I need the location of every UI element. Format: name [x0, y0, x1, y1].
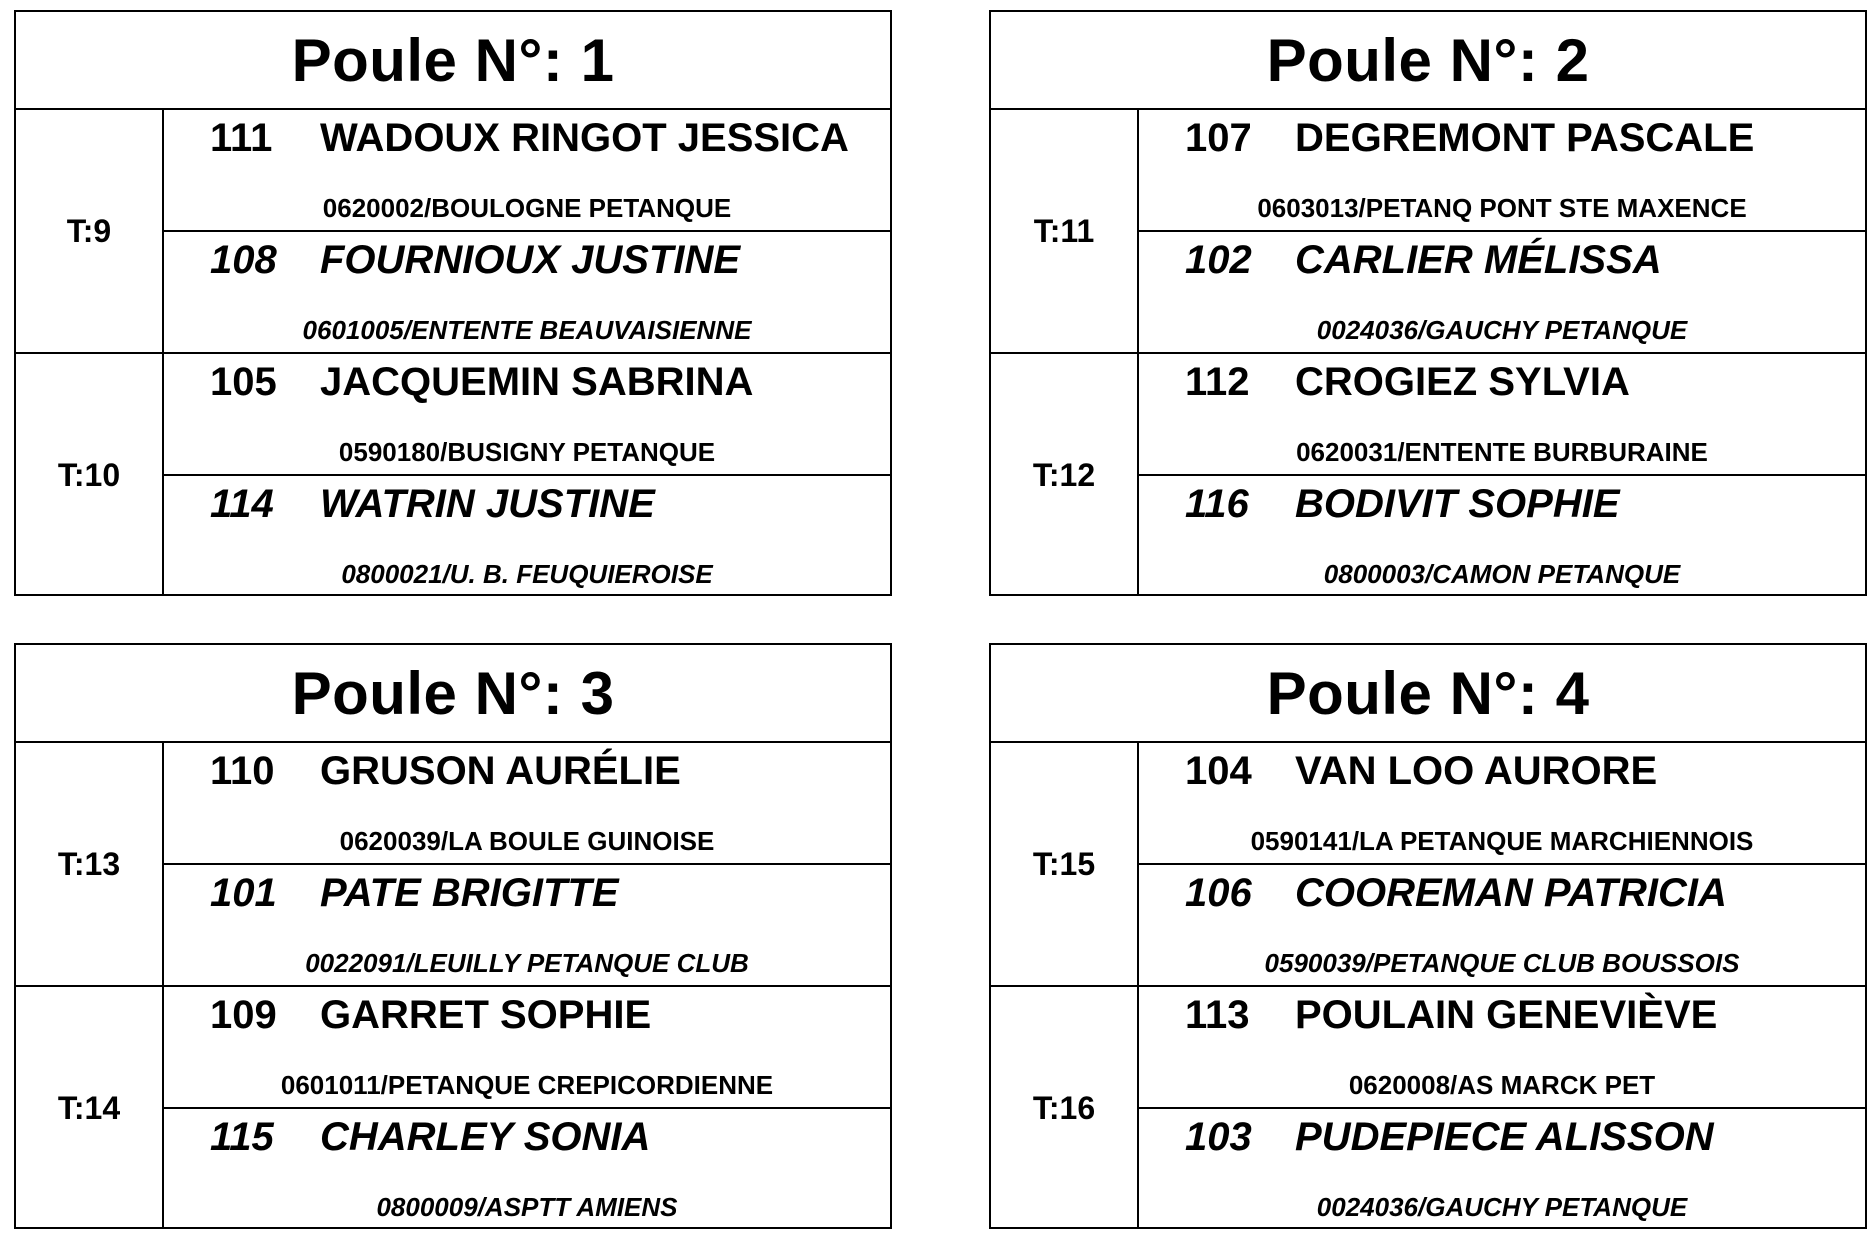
player-name: CROGIEZ SYLVIA: [1295, 360, 1630, 404]
player-number: 111: [210, 116, 273, 160]
player-club: 0800003/CAMON PETANQUE: [1323, 559, 1681, 589]
terrain-row: [991, 110, 1865, 354]
player-name: FOURNIOUX JUSTINE: [320, 238, 741, 282]
player-club: 0590141/LA PETANQUE MARCHIENNOIS: [1250, 826, 1754, 856]
poule-card-2: [989, 10, 1867, 596]
player-number: 110: [210, 749, 275, 793]
player-number: 105: [210, 360, 277, 404]
terrain-label: T:15: [991, 743, 1139, 985]
terrain-row: [16, 110, 890, 354]
player-entry: [1139, 743, 1865, 865]
player-club: 0024036/GAUCHY PETANQUE: [1316, 315, 1688, 345]
player-club: 0601011/PETANQUE CREPICORDIENNE: [280, 1070, 774, 1100]
player-name: PUDEPIECE ALISSON: [1295, 1115, 1714, 1159]
player-name: GARRET SOPHIE: [320, 993, 652, 1037]
player-number: 116: [1185, 482, 1249, 526]
player-club: 0601005/ENTENTE BEAUVAISIENNE: [302, 315, 752, 345]
player-entry: [1139, 232, 1865, 352]
player-name: CHARLEY SONIA: [320, 1115, 651, 1159]
player-club: 0022091/LEUILLY PETANQUE CLUB: [305, 948, 749, 978]
player-name: BODIVIT SOPHIE: [1295, 482, 1620, 526]
player-name: WATRIN JUSTINE: [320, 482, 655, 526]
terrain-label: T:13: [16, 743, 164, 985]
poule-card-3: [14, 643, 892, 1229]
player-entry: [1139, 110, 1865, 232]
terrain-label: T:16: [991, 987, 1139, 1229]
player-number: 112: [1185, 360, 1250, 404]
terrain-row: [991, 354, 1865, 596]
player-number: 106: [1185, 871, 1252, 915]
poule-card-1: [14, 10, 892, 596]
player-club: 0620039/LA BOULE GUINOISE: [339, 826, 715, 856]
player-number: 104: [1185, 749, 1252, 793]
player-entry: [164, 476, 890, 596]
player-number: 101: [210, 871, 277, 915]
terrain-label: T:11: [991, 110, 1139, 352]
terrain-label: T:14: [16, 987, 164, 1229]
player-club: 0590039/PETANQUE CLUB BOUSSOIS: [1264, 948, 1740, 978]
player-entry: [1139, 987, 1865, 1109]
player-club: 0603013/PETANQ PONT STE MAXENCE: [1257, 193, 1747, 223]
player-number: 114: [210, 482, 274, 526]
player-club: 0590180/BUSIGNY PETANQUE: [338, 437, 716, 467]
terrain-row: [16, 743, 890, 987]
player-name: DEGREMONT PASCALE: [1295, 116, 1755, 160]
player-name: VAN LOO AURORE: [1295, 749, 1658, 793]
poule-card-4: [989, 643, 1867, 1229]
player-club: 0800021/U. B. FEUQUIEROISE: [341, 559, 713, 589]
player-entry: [1139, 354, 1865, 476]
terrain-row: [991, 987, 1865, 1229]
terrain-row: [16, 354, 890, 596]
player-name: GRUSON AURÉLIE: [320, 749, 681, 793]
player-name: POULAIN GENEVIÈVE: [1295, 993, 1718, 1037]
poule-title: Poule N°: 2: [991, 12, 1865, 110]
player-club: 0024036/GAUCHY PETANQUE: [1316, 1192, 1688, 1222]
terrain-label: T:12: [991, 354, 1139, 596]
player-name: JACQUEMIN SABRINA: [320, 360, 754, 404]
player-entry: [164, 743, 890, 865]
player-entry: [164, 1109, 890, 1229]
player-entry: [164, 110, 890, 232]
player-number: 102: [1185, 238, 1252, 282]
player-number: 108: [210, 238, 277, 282]
player-number: 107: [1185, 116, 1252, 160]
player-club: 0620031/ENTENTE BURBURAINE: [1296, 437, 1708, 467]
player-entry: [164, 865, 890, 985]
player-number: 113: [1185, 993, 1250, 1037]
player-entry: [164, 987, 890, 1109]
poule-title: Poule N°: 1: [16, 12, 890, 110]
terrain-row: [16, 987, 890, 1229]
player-entry: [1139, 1109, 1865, 1229]
player-entry: [1139, 865, 1865, 985]
terrain-label: T:9: [16, 110, 164, 352]
terrain-row: [991, 743, 1865, 987]
player-name: CARLIER MÉLISSA: [1295, 238, 1662, 282]
player-number: 103: [1185, 1115, 1252, 1159]
player-entry: [1139, 476, 1865, 596]
poule-title: Poule N°: 3: [16, 645, 890, 743]
player-name: PATE BRIGITTE: [320, 871, 619, 915]
player-club: 0620002/BOULOGNE PETANQUE: [322, 193, 732, 223]
player-name: COOREMAN PATRICIA: [1295, 871, 1727, 915]
player-entry: [164, 232, 890, 352]
player-number: 115: [210, 1115, 274, 1159]
player-number: 109: [210, 993, 277, 1037]
player-name: WADOUX RINGOT JESSICA: [320, 116, 849, 160]
player-club: 0620008/AS MARCK PET: [1348, 1070, 1656, 1100]
player-entry: [164, 354, 890, 476]
terrain-label: T:10: [16, 354, 164, 596]
poule-title: Poule N°: 4: [991, 645, 1865, 743]
player-club: 0800009/ASPTT AMIENS: [376, 1192, 678, 1222]
